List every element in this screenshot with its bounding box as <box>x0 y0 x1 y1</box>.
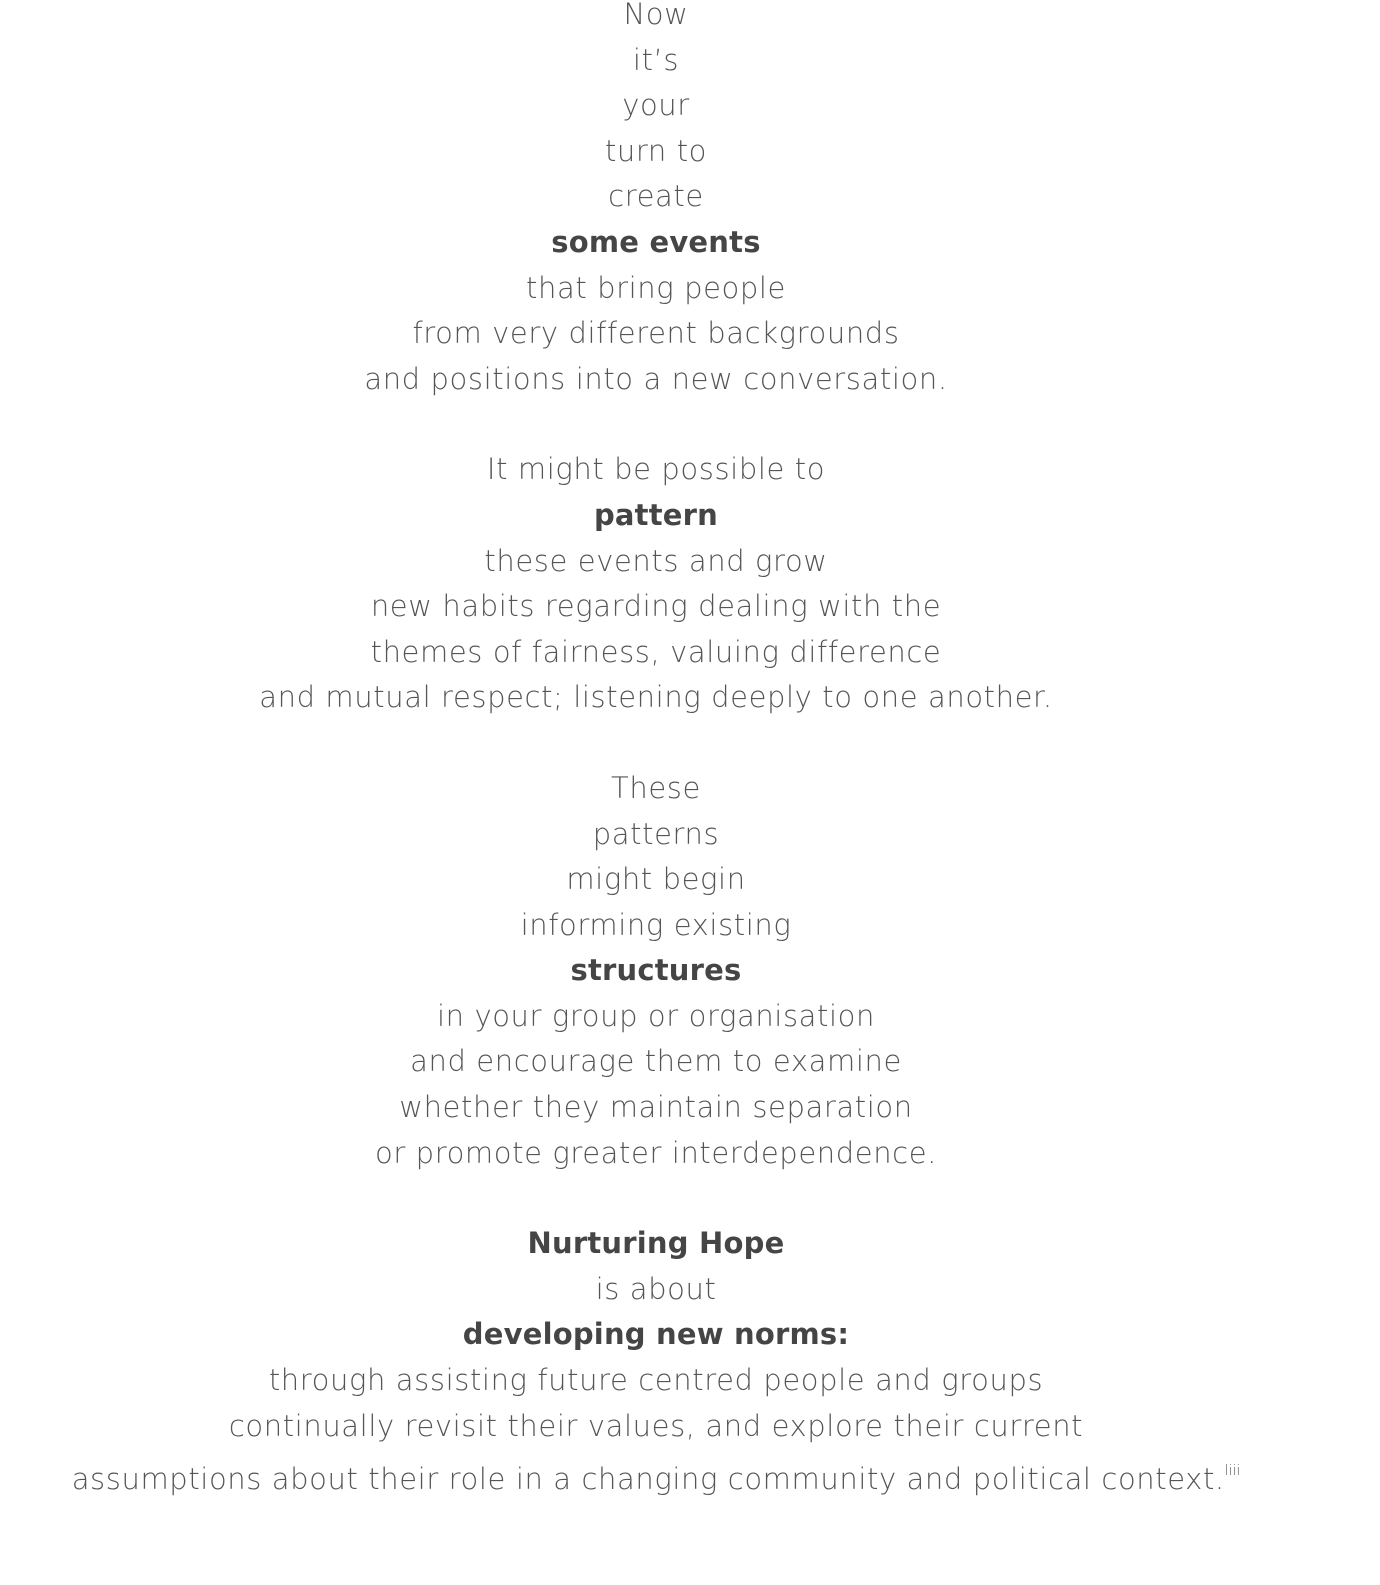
poem-line: Now <box>623 0 689 31</box>
emphasis-line: some events <box>551 224 761 259</box>
poem-line: whether they maintain separation <box>399 1090 913 1125</box>
poem-line: or promote greater interdependence. <box>375 1135 937 1170</box>
poem-line: turn to <box>604 133 708 168</box>
poem-line: new habits regarding dealing with the <box>370 589 942 624</box>
emphasis-line: structures <box>570 953 742 988</box>
poem-line: it’s <box>632 42 680 77</box>
poem-line: informing existing <box>520 907 792 942</box>
stanza-break <box>0 402 1312 447</box>
poem-line: that bring people <box>526 270 786 305</box>
endnote-reference: liii <box>1224 1463 1241 1480</box>
poem-line: is about <box>595 1271 717 1306</box>
poem-line: and encourage them to examine <box>410 1044 902 1079</box>
poem-line-text: assumptions about their role in a changing community and political context. <box>71 1462 1225 1497</box>
poem-line: patterns <box>592 816 720 851</box>
poem-line: through assisting future centred people and groups <box>268 1363 1044 1398</box>
poem-line: It might be possible to <box>486 452 826 487</box>
emphasis-line: Nurturing Hope <box>527 1226 785 1261</box>
emphasis-line: developing new norms: <box>462 1317 850 1352</box>
poem-line: create <box>608 179 704 214</box>
stanza-break <box>0 1176 1312 1221</box>
poem-line: and mutual respect; listening deeply to one another. <box>259 680 1053 715</box>
poem-line: and positions into a new conversation. <box>364 361 948 396</box>
poem-line: themes of fairness, valuing difference <box>370 634 942 669</box>
poem-line: in your group or organisation <box>437 998 875 1033</box>
emphasis-line: pattern <box>593 497 719 532</box>
poem-line-last <box>0 1449 1312 1495</box>
poem-line: these events and grow <box>484 543 828 578</box>
poem-line: your <box>622 88 690 123</box>
poem-line: These <box>611 770 701 805</box>
poem-line: might begin <box>566 862 746 897</box>
poem-line: from very different backgrounds <box>412 316 900 351</box>
poem-line: continually revisit their values, and explore their current <box>228 1408 1084 1443</box>
stanza-break <box>0 721 1312 766</box>
